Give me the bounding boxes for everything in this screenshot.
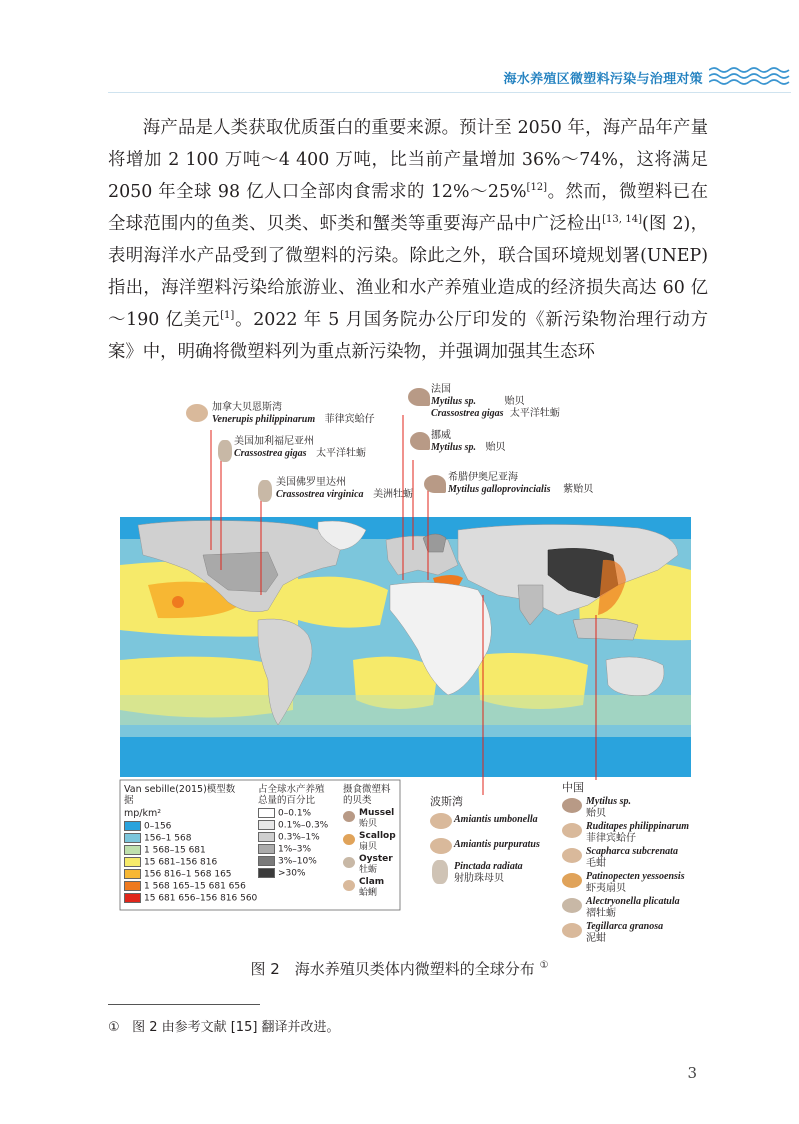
location-name: 美国佛罗里达州 xyxy=(276,477,346,488)
legend-swatch xyxy=(124,845,141,855)
location-label xyxy=(212,402,375,426)
legend-swatch xyxy=(124,833,141,843)
legend-item xyxy=(258,820,328,832)
legend-swatch xyxy=(258,844,275,854)
north-atlantic-gyre xyxy=(293,577,388,628)
legend-swatch xyxy=(124,821,141,831)
text-line: 。2022 年 5 月国务院办公厅印发的《新污染物 xyxy=(234,310,618,330)
common-name: 菲律宾蛤仔 xyxy=(586,833,636,844)
legend-label-cn: 扇贝 xyxy=(359,842,378,852)
footnote-text: 图 2 由参考文献 [15] 翻译并改进。 xyxy=(132,1020,340,1035)
common-name: 贻贝 xyxy=(485,442,506,453)
mussel-shell-icon xyxy=(408,388,430,406)
mussel-icon xyxy=(343,811,355,822)
species-label xyxy=(586,921,663,945)
common-name: 太平洋牡蛎 xyxy=(509,408,560,419)
footnote xyxy=(108,1016,340,1035)
location-label xyxy=(431,384,560,420)
legend-label: 1 568–15 681 xyxy=(144,845,206,856)
common-name: 贻贝 xyxy=(586,808,606,819)
species-name: Mytilus sp. xyxy=(431,442,477,453)
legend-label-en: Clam xyxy=(359,877,385,887)
legend-swatch xyxy=(124,881,141,891)
legend-item xyxy=(124,893,258,905)
oyster-icon xyxy=(343,857,355,868)
legend-swatch xyxy=(124,857,141,867)
legend-item xyxy=(343,831,398,854)
location-label xyxy=(431,430,506,454)
legend-label: 156–1 568 xyxy=(144,833,192,844)
shellfish-icon xyxy=(562,848,582,863)
common-name: 泥蚶 xyxy=(586,933,606,944)
clam-shell-icon xyxy=(186,404,208,422)
body-paragraph xyxy=(108,112,708,368)
legend-item xyxy=(258,832,328,844)
legend-label-en: Scallop xyxy=(359,831,396,841)
location-name: 希腊伊奥尼亚海 xyxy=(448,472,518,483)
oyster-shell-icon xyxy=(218,440,232,462)
footnote-mark: ① xyxy=(108,1020,120,1035)
citation: [12] xyxy=(526,182,548,193)
common-name: 毛蚶 xyxy=(586,858,606,869)
legend-label: 15 681 656–156 816 560 xyxy=(144,893,258,904)
text-line: (图 2)，表明海洋水产品受到了微塑料的污染。除此之外，联合国环境规划 xyxy=(108,214,708,266)
location-name: 加拿大贝恩斯湾 xyxy=(212,402,282,413)
legend-aquaculture xyxy=(258,784,328,880)
legend-item xyxy=(343,877,398,900)
species-name: Crassostrea gigas xyxy=(234,448,307,459)
legend-item xyxy=(258,844,328,856)
location-label xyxy=(234,436,366,460)
species-label xyxy=(454,861,523,885)
legend-label: 15 681–156 816 xyxy=(144,857,218,868)
legend-label-cn: 蛤蜊 xyxy=(359,888,378,898)
legend-item xyxy=(124,857,244,869)
text-line: 署(UNEP)指出，海洋塑料污染给旅游业、渔业和水产养殖业造成的经济损 xyxy=(108,246,708,298)
europe xyxy=(386,536,458,575)
location-name: 法国 xyxy=(431,384,451,395)
legend-label: 1%–3% xyxy=(278,844,312,855)
common-name: 贻贝 xyxy=(504,396,525,407)
australia xyxy=(606,657,664,696)
caption-text: 图 2 海水养殖贝类体内微塑料的全球分布 xyxy=(250,960,535,978)
legend-item xyxy=(258,868,328,880)
common-name: 射肋珠母贝 xyxy=(454,873,504,884)
running-header-title: 海水养殖区微塑料污染与治理对策 xyxy=(503,72,703,87)
species-label xyxy=(454,839,540,851)
legend-label: 1 568 165–15 681 656 xyxy=(144,881,246,892)
legend-title: Van sebille(2015)模型数据 xyxy=(124,784,236,806)
text-line: 足 2050 年全球 98 亿人口全部肉食需求的 12%～25% xyxy=(108,150,708,202)
legend-label: 0.3%–1% xyxy=(278,832,320,843)
clam-shell-icon xyxy=(430,813,452,829)
species-name: Ruditapes philippinarum xyxy=(586,821,690,832)
species-name: Amiantis umbonella xyxy=(454,814,538,825)
shellfish-icon xyxy=(562,923,582,938)
mussel-shell-icon xyxy=(424,475,446,493)
figure-caption xyxy=(0,958,799,979)
species-name: Mytilus sp. xyxy=(431,396,477,407)
gyre-hotspot xyxy=(172,596,184,608)
paragraph xyxy=(108,112,708,368)
species-label xyxy=(586,846,678,870)
clam-icon xyxy=(343,880,355,891)
page-number: 3 xyxy=(687,1064,697,1082)
species-name: Mytilus sp. xyxy=(586,796,632,807)
pearl-oyster-icon xyxy=(432,860,448,884)
legend-model xyxy=(124,784,258,905)
mussel-shell-icon xyxy=(410,432,430,450)
legend-item xyxy=(258,856,328,868)
legend-item xyxy=(343,854,398,877)
common-name: 褶牡蛎 xyxy=(586,908,616,919)
legend-item xyxy=(124,845,244,857)
legend-swatch xyxy=(124,893,141,903)
persian-gulf-title: 波斯湾 xyxy=(430,795,463,808)
legend-label-en: Mussel xyxy=(359,808,395,818)
text-line: 已在全球范围内的鱼类、贝类、虾类和蟹类等重要海产品中广泛检出 xyxy=(108,182,708,234)
text-line: 。然而，微塑料 xyxy=(547,182,673,202)
china-title: 中国 xyxy=(562,781,584,794)
legend-swatch xyxy=(258,832,275,842)
species-label xyxy=(586,896,680,920)
shellfish-icon xyxy=(562,798,582,813)
legend-swatch xyxy=(258,808,275,818)
legend-swatch xyxy=(258,820,275,830)
text-line: 海产品是人类获取优质蛋白的重要来源。预计至 2050 年，海产品年 xyxy=(142,118,674,138)
legend-title: 占全球水产养殖总量的百分比 xyxy=(258,784,325,806)
common-name: 虾夷扇贝 xyxy=(586,883,626,894)
citation: [13, 14] xyxy=(602,214,643,225)
common-name: 菲律宾蛤仔 xyxy=(324,414,375,425)
legend-item xyxy=(258,808,328,820)
legend-label: 3%–10% xyxy=(278,856,317,867)
header-rule xyxy=(108,92,791,93)
text-line: 产量将增加 2 100 万吨～4 400 万吨，比当前产量增加 36%～74%，这将满 xyxy=(108,118,708,170)
species-label xyxy=(454,814,538,826)
legend-label: 0–156 xyxy=(144,821,172,832)
species-name: Pinctada radiata xyxy=(454,861,523,872)
species-name: Alectryonella plicatula xyxy=(586,896,680,907)
legend-item xyxy=(124,821,244,833)
legend-label-en: Oyster xyxy=(359,854,393,864)
common-name: 美洲牡蛎 xyxy=(373,489,414,500)
location-label xyxy=(448,472,593,496)
citation: [1] xyxy=(220,310,235,321)
footnote-rule xyxy=(108,1004,260,1005)
species-label xyxy=(586,796,631,820)
legend-label-cn: 贻贝 xyxy=(359,819,378,829)
legend-swatch xyxy=(258,868,275,878)
shellfish-icon xyxy=(562,823,582,838)
caption-footnote-mark: ① xyxy=(539,960,549,971)
oyster-shell-icon xyxy=(258,480,272,502)
species-name: Mytilus galloprovincialis xyxy=(448,484,551,495)
shellfish-icon xyxy=(562,898,582,913)
clam-shell-icon xyxy=(430,838,452,854)
legend-unit: mp/km² xyxy=(124,808,162,819)
species-label xyxy=(586,821,689,845)
location-label xyxy=(276,477,413,501)
species-name: Amiantis purpuratus xyxy=(454,839,540,850)
wave-decoration-icon xyxy=(709,66,791,88)
legend-label: 0–0.1% xyxy=(278,808,312,819)
common-name: 紫贻贝 xyxy=(563,484,594,495)
legend-label: 156 816–1 568 165 xyxy=(144,869,232,880)
species-name: Patinopecten yessoensis xyxy=(586,871,685,882)
southern-ocean xyxy=(120,737,691,777)
species-name: Crassostrea gigas xyxy=(431,408,504,419)
legend-label-cn: 牡蛎 xyxy=(359,865,378,875)
species-name: Crassostrea virginica xyxy=(276,489,364,500)
species-name: Venerupis philippinarum xyxy=(212,414,316,425)
species-name: Scapharca subcrenata xyxy=(586,846,678,857)
legend-item xyxy=(124,833,244,845)
text-line: 失高达 60 亿～190 亿美元 xyxy=(108,278,708,330)
species-label xyxy=(586,871,685,895)
southern-band xyxy=(120,695,691,725)
legend-swatch xyxy=(124,869,141,879)
text-line: 治理行动方案》中，明确将微塑料列为重点新污染物，并强调加强其生态环 xyxy=(108,310,708,362)
shellfish-icon xyxy=(562,873,582,888)
legend-item xyxy=(124,881,244,893)
figure-2 xyxy=(118,380,693,950)
legend-title: 摄食微塑料的贝类 xyxy=(343,784,391,806)
scallop-icon xyxy=(343,834,355,845)
legend-item xyxy=(124,869,244,881)
species-name: Tegillarca granosa xyxy=(586,921,664,932)
legend-item xyxy=(343,808,398,831)
legend-shellfish xyxy=(343,784,398,900)
legend-label: 0.1%–0.3% xyxy=(278,820,329,831)
location-name: 美国加利福尼亚州 xyxy=(234,436,314,447)
legend-label: >30% xyxy=(278,868,306,879)
location-name: 挪威 xyxy=(431,430,451,441)
common-name: 太平洋牡蛎 xyxy=(316,448,367,459)
legend-swatch xyxy=(258,856,275,866)
